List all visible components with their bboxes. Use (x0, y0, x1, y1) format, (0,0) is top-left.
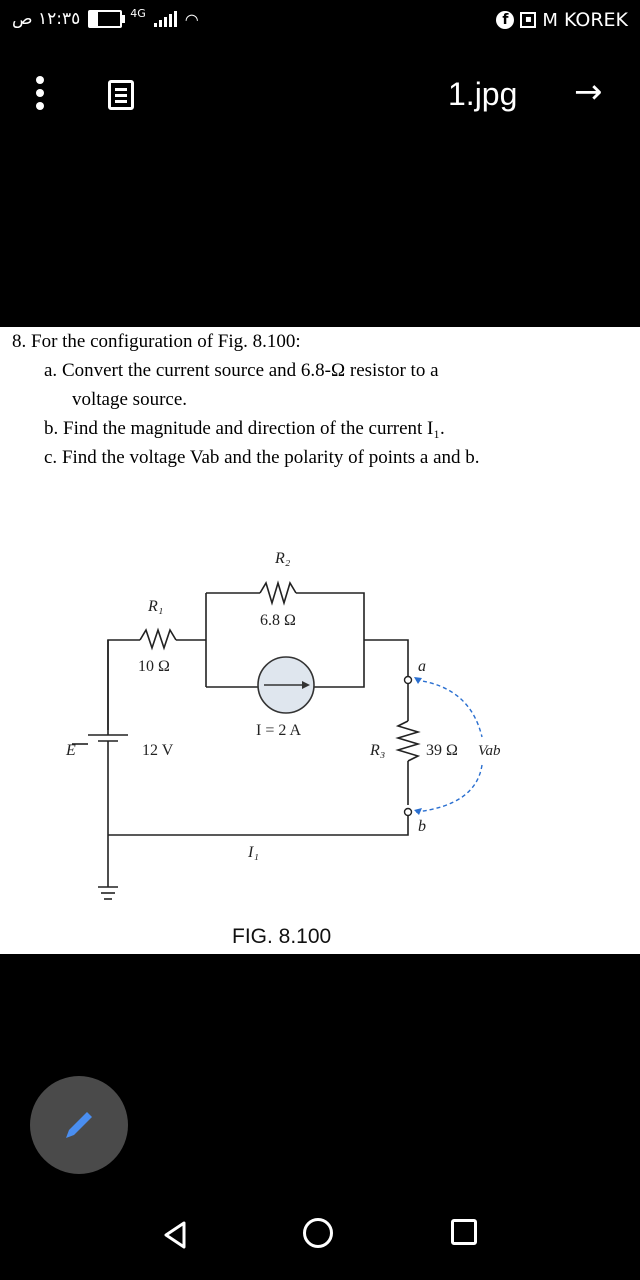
viewer-toolbar (0, 62, 640, 126)
r2-label: R₂ (275, 550, 291, 567)
part-text: Find the voltage Vab and the polarity of points a and b. (61, 447, 480, 468)
question-text: For the configuration of Fig. 8.100: (31, 331, 301, 352)
notes-icon[interactable] (108, 80, 134, 110)
square-recent-icon[interactable] (451, 1219, 477, 1245)
pencil-icon (60, 1106, 98, 1144)
part-text: Convert the current source and 6.8-Ω resistor to a (61, 360, 439, 381)
triangle-back-icon[interactable] (160, 1220, 190, 1250)
r2-value: 6.8 Ω (260, 612, 296, 629)
navigation-bar (0, 1194, 640, 1280)
terminal-b (405, 809, 412, 816)
i1-label: I₁ (248, 844, 259, 861)
battery-icon (88, 10, 122, 28)
status-bar (0, 0, 640, 42)
r3-value: 39 Ω (426, 742, 458, 759)
vab-label: Vab (478, 743, 501, 759)
node-a-label: a (418, 658, 426, 675)
gmail-icon: M (542, 9, 558, 31)
part-label: c. (44, 447, 58, 468)
current-source-label: I = 2 A (256, 722, 302, 739)
r1-label: R₁ (148, 598, 164, 615)
part-text: Find the magnitude and direction of the current I₁. (63, 418, 445, 439)
facebook-icon: f (496, 11, 514, 29)
file-title: 1.jpg (448, 76, 518, 112)
r1-value: 10 Ω (138, 658, 170, 675)
signal-icon (154, 11, 177, 27)
network-type: 4G (130, 6, 146, 20)
part-text: voltage source. (72, 389, 188, 410)
part-label: a. (44, 360, 58, 381)
status-right (496, 9, 628, 31)
e-value: 12 V (142, 742, 174, 759)
circuit-diagram (0, 327, 640, 954)
r3-label: R₃ (370, 742, 386, 759)
document-image (0, 327, 640, 954)
terminal-a (405, 677, 412, 684)
wifi-icon: ◠ (184, 9, 199, 29)
notification-text: KOREK (563, 9, 628, 31)
arrow-right-icon[interactable]: → (574, 72, 603, 112)
part-label: b. (44, 418, 59, 439)
gallery-notification-icon: ▪ (520, 12, 536, 28)
edit-button[interactable] (30, 1076, 128, 1174)
node-b-label: b (418, 818, 426, 835)
figure-caption: FIG. 8.100 (232, 925, 332, 948)
e-label: E (66, 742, 76, 759)
status-left (12, 6, 199, 29)
question-number: 8. (12, 331, 27, 352)
circle-home-icon[interactable] (303, 1218, 333, 1248)
more-vertical-icon[interactable] (36, 76, 44, 110)
clock: ١٢:٣٥ ص (12, 9, 81, 29)
